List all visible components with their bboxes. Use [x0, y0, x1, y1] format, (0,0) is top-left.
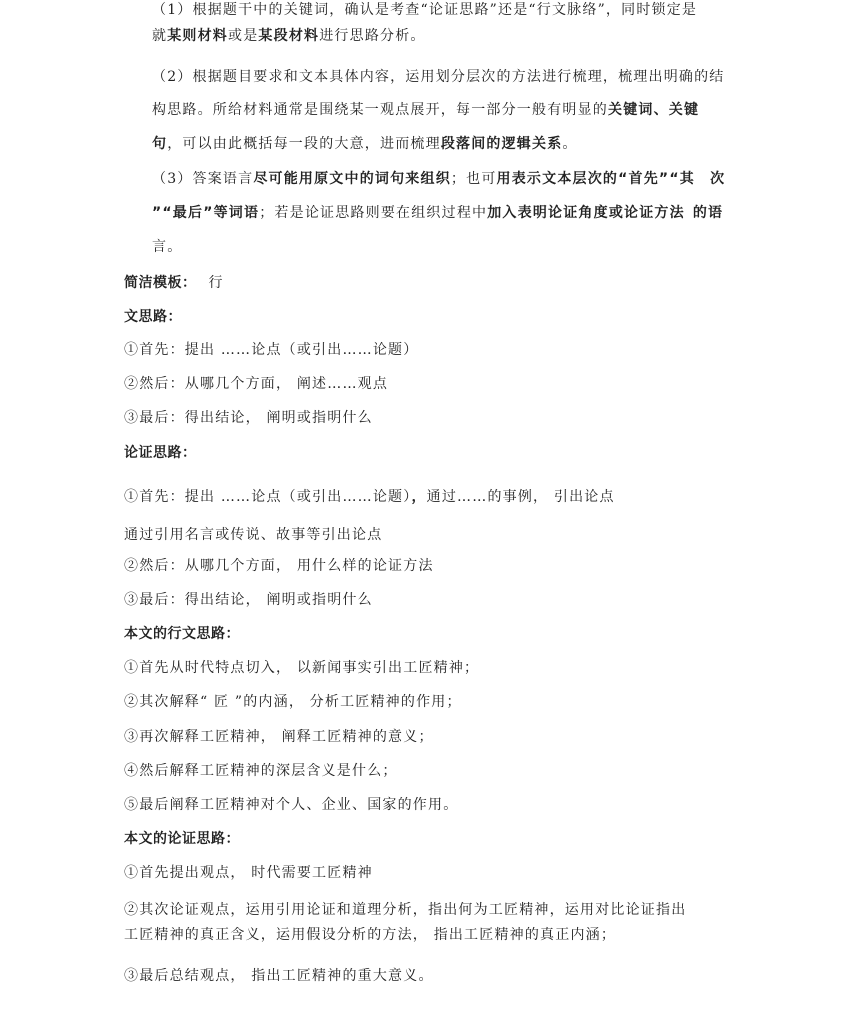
template-lunzheng-item-3: ③最后：得出结论， 阐明或指明什么 — [124, 592, 373, 608]
template-lunzheng-item-2: ②然后：从哪几个方面， 用什么样的论证方法 — [124, 558, 434, 574]
para-2-line-3 — [152, 134, 578, 154]
text: 进行思路分析。 — [319, 28, 426, 44]
bold-phrase: 用表示文本层次的“首先”“其 次 — [496, 171, 726, 187]
template-xing-item: ②然后：从哪几个方面， 阐述……观点 — [124, 376, 389, 392]
template-xing-item: ③最后：得出结论， 阐明或指明什么 — [124, 410, 373, 426]
para-2-line-2 — [152, 100, 699, 120]
text: 或是 — [228, 28, 259, 44]
article-lunzheng-item: ②其次论证观点，运用引用论证和道理分析，指出何为工匠精神，运用对比论证指出 — [124, 902, 687, 918]
bold-phrase: 尽可能用原文中的词句来组织 — [253, 171, 451, 187]
bold-phrase: 某则材料 — [167, 28, 229, 44]
text: 言。 — [152, 239, 183, 255]
article-xing-item: ②其次解释“ 匠 ”的内涵， 分析工匠精神的作用； — [124, 694, 462, 710]
para-1-line-1 — [152, 0, 697, 20]
para-3-line-3 — [152, 237, 182, 257]
template-lunzheng-heading: 论证思路： — [124, 445, 197, 461]
template-title — [124, 273, 224, 293]
template-xing-item: ①首先：提出 ……论点（或引出……论题） — [124, 342, 419, 358]
text: ，可以由此概括每一段的大意，进而梳理 — [167, 136, 441, 152]
template-xing-heading: 文思路： — [124, 309, 182, 325]
article-lunzheng-heading: 本文的论证思路： — [124, 831, 240, 847]
text: 通过……的事例， 引出论点 — [426, 489, 615, 505]
article-lunzheng-item-cont: 工匠精神的真正含义，运用假设分析的方法， 指出工匠精神的真正内涵； — [124, 927, 617, 943]
text: ；若是论证思路则要在组织过程中 — [259, 205, 488, 221]
article-lunzheng-item: ③最后总结观点， 指出工匠精神的重大意义。 — [124, 968, 434, 984]
bold-phrase: 某段材料 — [258, 28, 320, 44]
text: ①首先：提出 ……论点（或引出……论题） — [124, 489, 412, 505]
heading: 简洁模板： — [124, 275, 197, 291]
text: （3）答案语言 — [152, 171, 254, 187]
bold-phrase: 段落间的逻辑关系 — [440, 136, 563, 152]
bold-phrase: 关键词、关键 — [608, 102, 700, 118]
article-xing-heading: 本文的行文思路： — [124, 626, 240, 642]
bold-phrase: ”“最后”等词语 — [152, 205, 260, 221]
text: 就 — [152, 28, 168, 44]
article-lunzheng-item: ①首先提出观点， 时代需要工匠精神 — [124, 865, 373, 881]
article-xing-item: ④然后解释工匠精神的深层含义是什么； — [124, 763, 398, 779]
para-3-line-2 — [152, 203, 723, 223]
text: 行 — [208, 275, 224, 291]
para-1-line-2 — [152, 26, 426, 46]
text: 构思路。所给材料通常是围绕某一观点展开，每一部分一般有明显的 — [152, 102, 608, 118]
text: （2）根据题目要求和文本具体内容，运用划分层次的方法进行梳理，梳理出明确的结 — [152, 69, 725, 85]
article-xing-item: ①首先从时代特点切入， 以新闻事实引出工匠精神； — [124, 660, 480, 676]
para-2-line-1 — [152, 67, 725, 87]
text: ， — [411, 489, 427, 505]
template-lunzheng-item-1-cont: 通过引用名言或传说、故事等引出论点 — [124, 527, 383, 543]
article-xing-item: ③再次解释工匠精神， 阐释工匠精神的意义； — [124, 729, 434, 745]
bold-phrase: 的语 — [692, 205, 724, 221]
text: ；也可 — [450, 171, 497, 187]
para-3-line-1 — [152, 169, 725, 189]
bold-phrase: 加入表明论证角度或论证方法 — [487, 205, 685, 221]
bold-phrase: 句 — [152, 136, 168, 152]
template-lunzheng-item-1 — [124, 487, 615, 507]
text: 。 — [562, 136, 578, 152]
para-1-text: （1）根据题干中的关键词，确认是考查“论证思路”还是“行文脉络”，同时锁定是 — [152, 2, 698, 18]
article-xing-item: ⑤最后阐释工匠精神对个人、企业、国家的作用。 — [124, 797, 459, 813]
